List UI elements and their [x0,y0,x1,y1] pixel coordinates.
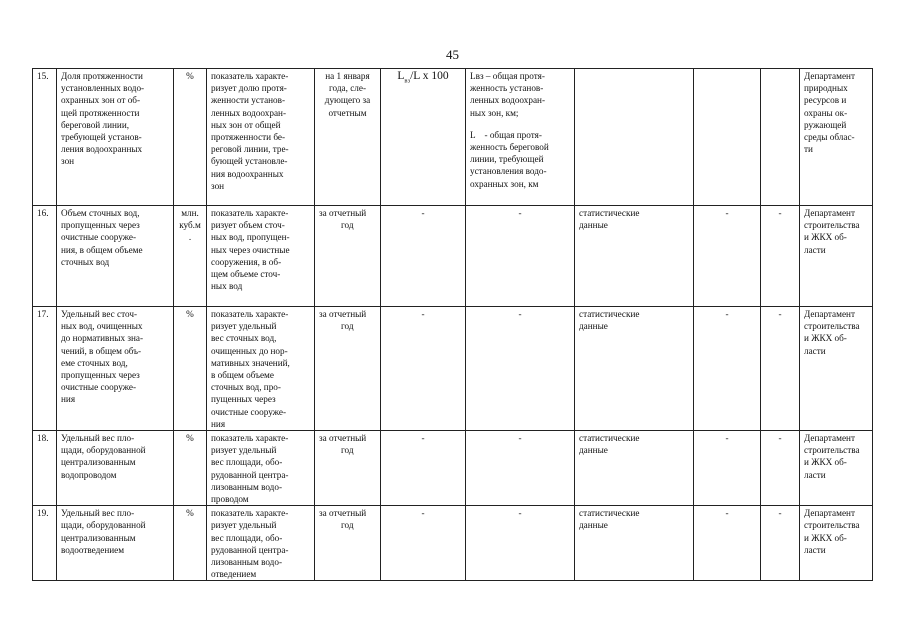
indicator-name: Доля протяженности установленных водо- охранных зон от об- щей протяженности береговой линии, требующей установ- ления водоохранных зон [57,69,174,206]
department-cell: Департамент природных ресурсов и охраны ок- ружающей среды облас- ти [800,69,873,206]
col10-cell [761,69,800,206]
department-cell: Департамент строительства и ЖКХ об- ласти [800,307,873,431]
source-cell [575,69,694,206]
indicator-name: Удельный вес пло- щади, оборудованной централизованным водопроводом [57,431,174,506]
row-number: 18. [33,431,57,506]
unit-cell: % [174,307,207,431]
description-cell: показатель характе- ризует долю протя- женности установ- ленных водоохран- ных зон от общей протяженности бе- реговой линии, тре- бующей установле- ния водоохранных зон [207,69,315,206]
unit-cell: млн. куб.м . [174,206,207,307]
variables-cell: - [466,506,575,581]
period-cell: на 1 января года, сле- дующего за отчетным [315,69,381,206]
formula-cell: - [381,506,466,581]
department-cell: Департамент строительства и ЖКХ об- ласти [800,431,873,506]
source-cell: статистические данные [575,307,694,431]
unit-cell: % [174,431,207,506]
col10-cell: - [761,506,800,581]
description-cell: показатель характе- ризует объем сточ- ных вод, пропущен- ных через очистные сооружения, в об- щем объеме сточ- ных вод [207,206,315,307]
unit-cell: % [174,506,207,581]
row-number: 16. [33,206,57,307]
page-number: 45 [446,47,459,62]
col9-cell [694,69,761,206]
table-row [33,69,873,206]
source-cell: статистические данные [575,506,694,581]
source-cell: статистические данные [575,431,694,506]
formula-cell: - [381,307,466,431]
variables-cell: Lвз – общая протя- женность установ- ленных водоохран- ных зон, км; L - общая протя- женность береговой линии, требующей установления водо- охранных зон, км [466,69,575,206]
col10-cell: - [761,206,800,307]
col9-cell: - [694,206,761,307]
variables-cell: - [466,307,575,431]
period-cell: за отчетный год [315,431,381,506]
variables-cell: - [466,206,575,307]
table-row [33,431,873,506]
row-number: 19. [33,506,57,581]
row-number: 15. [33,69,57,206]
period-cell: за отчетный год [315,506,381,581]
unit-cell: % [174,69,207,206]
col9-cell: - [694,506,761,581]
source-cell: статистические данные [575,206,694,307]
description-cell: показатель характе- ризует удельный вес площади, обо- рудованной центра- лизованным водо- отведением [207,506,315,581]
formula-cell: $L_{вз}/L$ x 100 [381,69,466,206]
indicators-table [32,68,873,581]
description-cell: показатель характе- ризует удельный вес площади, обо- рудованной центра- лизованным водо- проводом [207,431,315,506]
col10-cell: - [761,431,800,506]
department-cell: Департамент строительства и ЖКХ об- ласти [800,506,873,581]
col9-cell: - [694,431,761,506]
col9-cell: - [694,307,761,431]
description-cell: показатель характе- ризует удельный вес сточных вод, очищенных до нор- мативных значений, в общем объеме сточных вод, про- пущенных через очистные сооруже- ния [207,307,315,431]
period-cell: за отчетный год [315,307,381,431]
row-number: 17. [33,307,57,431]
indicator-name: Объем сточных вод, пропущенных через очистные сооруже- ния, в общем объеме сточных вод [57,206,174,307]
indicator-name: Удельный вес пло- щади, оборудованной централизованным водоотведением [57,506,174,581]
formula-cell: - [381,431,466,506]
department-cell: Департамент строительства и ЖКХ об- ласти [800,206,873,307]
col10-cell: - [761,307,800,431]
variables-cell: - [466,431,575,506]
indicator-name: Удельный вес сточ- ных вод, очищенных до нормативных зна- чений, в общем объ- еме сточных вод, пропущенных через очистные сооруже- ния [57,307,174,431]
table-row [33,506,873,581]
formula-cell: - [381,206,466,307]
table-row [33,307,873,431]
period-cell: за отчетный год [315,206,381,307]
table-row [33,206,873,307]
